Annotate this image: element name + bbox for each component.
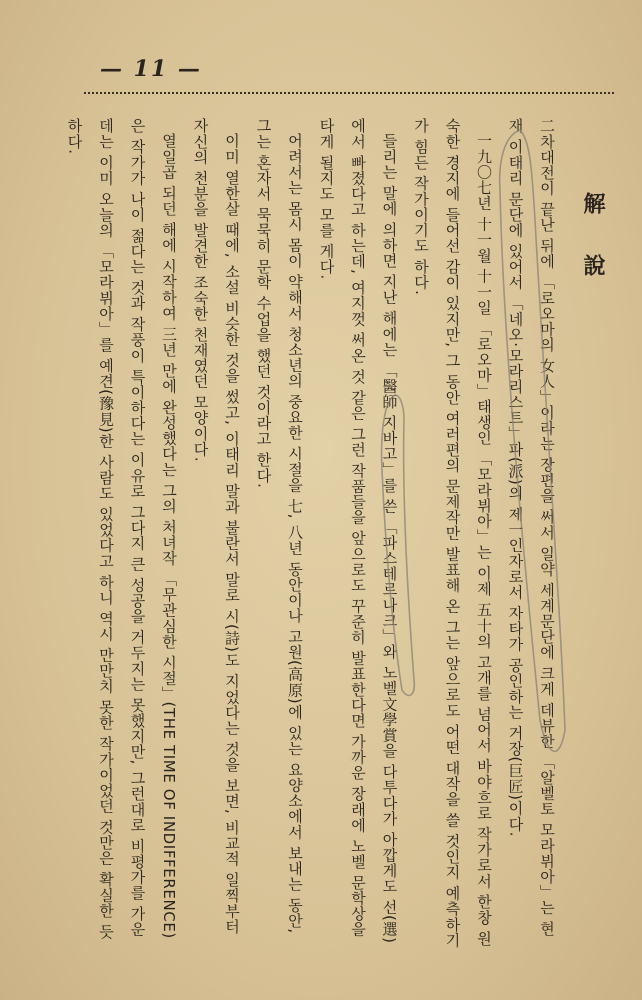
section-title: 解說 (580, 192, 606, 316)
page-number: — 11 — (100, 56, 202, 82)
paragraph: 이미 열한살 때에, 소설 비슷한 것을 썼고, 이태리 말과 불란서 말로 시(詩)도 지었다는 것을 보면, 비교적 일찍부터 자신의 천분을 발견한 조숙한 천재였던 모양이다. (191, 118, 241, 935)
paragraph: 열일곱 되던 해에 시작하여 三년 만에 완성했다는 그의 처녀작 「무관심한 시절」(THE TIME OF INDIFFERENCE)은 작가가 나이 젊다는 것과 작풍이 특이하다는 이유로 그다지 큰 성공을 거두지는 못했지만, 그런대로 비평가를 가운데는 이미 오늘의 「모라뷔아」를 예견(豫見)한 사람도 있었다고 하니 역시 만만치 못한 작가이었던 것만은 확실한 듯 하다. (65, 118, 178, 940)
paragraph: 二차대전이 끝난 뒤에 「로오마의 女人」이라는 장편을 써서 일약 세계문단에 크게 데뷰한 「알벨토 모라뷔아」는 현재 이태리 문단에 있어서 「네오·모라리스트」파(派)의 제一인자로서 자타가 공인하는 거장(巨匠)이다. (506, 118, 556, 937)
paragraph: 一九〇七년 十一월 十一일 「로오마」태생인 「모라뷔아」는 이제 五十의 고개를 넘어서 바야흐로 작가로서 한창 원숙한 경지에 들어선 감이 있지만, 그 동안 여러편의 문제작만 발표해 온 그는 앞으로도 어떤 대작을 쓸 것인지 예측하기가 힘든 작가이기도 하다. (412, 118, 493, 948)
paragraph: 들리는 말에 의하면 지난 해에는 「醫師 지바고」를 쓴 「파스테르나크」와 노벨文學賞을 다투다가 아깝게도 선(選)에서 빠졌다고 하는데, 여지껏 써온 것 같은 그런 작품들을 앞으로도 꾸준히 발표한다면 가까운 장래에 노벨 문학상을 타게 될지도 모를 게다. (317, 118, 399, 944)
header-rule (84, 92, 614, 100)
paragraph: 어려서는 몸시 몸이 약해서 청소년의 중요한 시절을 七, 八년 동안이나 고원(高原)에 있는 요양소에서 보내는 동안, 그는 혼자서 묵묵히 문학 수업을 했던 것이라고 한다. (254, 118, 304, 934)
body-text (65, 118, 562, 948)
